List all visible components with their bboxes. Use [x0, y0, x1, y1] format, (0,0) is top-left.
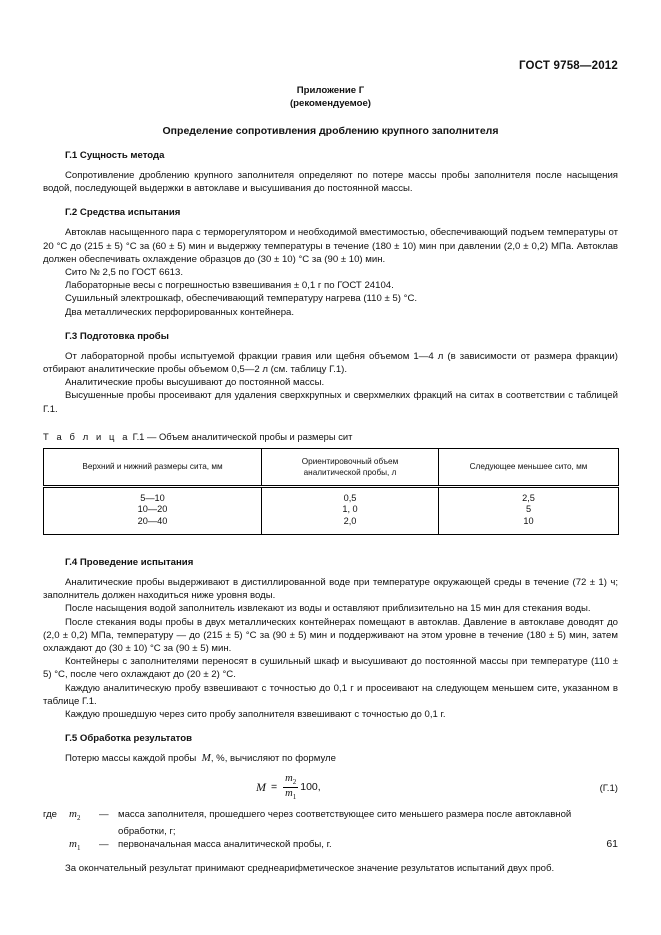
section-g4-paragraph-5: Каждую аналитическую пробу взвешивают с точностью до 0,1 г и просеивают на следующем меньшем сите, указанном в таблице Г.1. [43, 682, 618, 707]
formula-factor: 100, [300, 781, 321, 794]
annex-status: (рекомендуемое) [289, 98, 371, 109]
table-cell-sieve-sizes [44, 486, 262, 534]
formula-legend-lead-spacer [43, 838, 69, 855]
table-cell-next-sieve [439, 486, 619, 534]
formula-legend-symbol [69, 808, 99, 825]
annex-heading: Определение сопротивления дроблению крупного заполнителя [162, 125, 499, 137]
formula-lhs: M [256, 779, 266, 794]
formula-denominator [283, 787, 298, 801]
section-g4-paragraph-4: Контейнеры с заполнителями переносят в сушильный шкаф и высушивают до постоянной массы при температуре (110 ± 5) °С, после чего охлаждают до (20 ± 2) °С. [43, 656, 618, 681]
analytical-sample-table [43, 448, 619, 535]
section-g1-paragraph: Сопротивление дроблению крупного заполнителя определяют по потере массы пробы заполнителя после насыщения водой, последующей выдержки в автоклаве и высушивания до постоянной массы. [43, 170, 618, 195]
table-cell-sample-volume [262, 486, 439, 534]
formula-legend-symbol-base: m [69, 807, 77, 820]
section-heading-g5: Г.5 Обработка результатов [65, 733, 192, 745]
table-header-cell-sample-volume-line1: Ориентировочный объем [301, 456, 399, 466]
section-g2-paragraph: Автоклав насыщенного пара с терморегулятором и необходимой вместимостью, обеспечивающий подъем температуры от 20 °С до (215 ± 5) °С за (60 ± 5) мин и выдержку температуры в течение (180 ± 10) мин при давлении (2,0 ± 0,2) МПа. Автоклав должен обеспечивать охлаждение образцов до (30 ± 10) °С за (90 ± 10) мин. [43, 227, 618, 265]
section-g3-paragraph-3: Высушенные пробы просеивают для удаления сверхкрупных и сверхмелких фракций на ситах в соответствии с таблицей Г.1. [43, 390, 618, 415]
section-g3-paragraph-1: От лабораторной пробы испытуемой фракции гравия или щебня объемом 1—4 л (в зависимости от размера фракции) отбирают аналитические пробы объемом 0,5—2 л (см. таблицу Г.1). [43, 350, 618, 376]
formula-legend-definition: масса заполнителя, прошедшего через соответствующее сито меньшего размера после автоклавной [118, 808, 572, 820]
table-header-cell-next-sieve: Следующее меньшее сито, мм [439, 448, 619, 486]
formula-numerator-symbol: m [285, 772, 293, 784]
table-cell-value: 20—40 [137, 515, 168, 526]
formula-intro-symbol: M [201, 752, 211, 765]
formula-number: (Г.1) [599, 782, 618, 794]
table-caption-rest: Г.1 — Объем аналитической пробы и размеры сит [130, 430, 353, 442]
formula-denominator-subscript: 1 [292, 792, 297, 801]
formula-legend-symbol-sub: 1 [76, 844, 81, 853]
table-caption-prefix: Т а б л и ц а [43, 430, 131, 442]
annex-title: Приложение Г [296, 85, 365, 96]
formula-equals-sign: = [271, 781, 278, 794]
formula-intro-after: , %, вычисляют по формуле [210, 753, 336, 765]
formula-legend-symbol-sub: 2 [76, 813, 81, 822]
table-cell-value: 1, 0 [342, 504, 358, 515]
table-header-cell-sample-volume [262, 448, 439, 486]
formula-denominator-symbol: m [285, 787, 293, 799]
formula-legend-definition: первоначальная масса аналитической пробы, г. [118, 839, 332, 851]
section-g2-item-oven: Сушильный электрошкаф, обеспечивающий температуру нагрева (110 ± 5) °С. [65, 293, 418, 305]
formula-legend-symbol [69, 838, 99, 855]
formula-legend-row-m2 [43, 808, 618, 825]
table-cell-value: 10—20 [137, 504, 168, 515]
section-g2-item-scales: Лабораторные весы с погрешностью взвешивания ± 0,1 г по ГОСТ 24104. [65, 280, 394, 292]
section-g4-paragraph-1: Аналитические пробы выдерживают в дистиллированной воде при температуре окружающей среды в течение (72 ± 1) ч; заполнитель должен находиться ниже уровня воды. [43, 577, 618, 602]
table-header-row [44, 448, 619, 486]
formula-legend-continuation: обработки, г; [118, 825, 176, 837]
formula-row [43, 774, 618, 808]
page-content [43, 0, 618, 876]
section-g2-item-containers: Два металлических перфорированных контейнера. [65, 306, 295, 318]
table-cell-value: 2,5 [522, 492, 535, 503]
section-g3-paragraph-2: Аналитические пробы высушивают до постоянной массы. [65, 377, 325, 389]
section-heading-g1: Г.1 Сущность метода [65, 150, 165, 161]
annex-title-block [43, 84, 618, 110]
formula-expression [256, 774, 321, 801]
formula-numerator-subscript: 2 [292, 777, 297, 786]
table-cell-value: 5—10 [140, 492, 165, 503]
section-heading-g4: Г.4 Проведение испытания [65, 557, 194, 569]
formula-legend-symbol-base: m [69, 838, 77, 851]
table-caption [43, 430, 618, 443]
formula-numerator [283, 774, 298, 787]
formula-legend-dash: — [99, 839, 109, 851]
section-heading-g2: Г.2 Средства испытания [65, 207, 181, 219]
formula-intro-before: Потерю массы каждой пробы [65, 753, 197, 765]
section-g5-final-paragraph: За окончательный результат принимают среднеарифметическое значение результатов испытаний двух проб. [65, 863, 555, 875]
section-g4-paragraph-2: После насыщения водой заполнитель извлекают из воды и оставляют приблизительно на 15 мин для стекания воды. [65, 603, 591, 615]
section-g4-paragraph-3: После стекания воды пробы в двух металлических контейнерах помещают в автоклав. Давление в автоклаве доводят до (2,0 ± 0,2) МПа, температуру — до (215 ± 5) °С за (90 ± 5) мин и поддерживают на этом уровне в течение (180 ± 5) мин, затем охлаждают до (30 ± 10) °С за (90 ± 5) мин. [43, 616, 618, 655]
running-header-standard-number: ГОСТ 9758—2012 [518, 60, 618, 72]
table-header-cell-sample-volume-line2: аналитической пробы, л [303, 467, 397, 477]
formula-legend-dash: — [99, 808, 109, 820]
formula-fraction [283, 774, 298, 801]
table-header-cell-sieve-sizes: Верхний и нижний размеры сита, мм [44, 448, 262, 486]
formula-where-label: где [43, 808, 58, 820]
table-cell-value: 5 [525, 504, 532, 515]
section-heading-g3: Г.3 Подготовка пробы [65, 330, 169, 342]
formula-legend-row-m1 [43, 838, 618, 855]
table-cell-value: 0,5 [343, 492, 357, 503]
table-cell-value: 10 [523, 515, 534, 526]
section-g5-formula-intro [43, 752, 618, 765]
section-g4-paragraph-6: Каждую прошедшую через сито пробу заполнителя взвешивают с точностью до 0,1 г. [65, 709, 446, 721]
table-cell-value: 2,0 [343, 515, 357, 526]
section-g2-item-sieve: Сито № 2,5 по ГОСТ 6613. [65, 267, 183, 279]
page-number: 61 [606, 838, 618, 850]
table-row [44, 486, 619, 534]
